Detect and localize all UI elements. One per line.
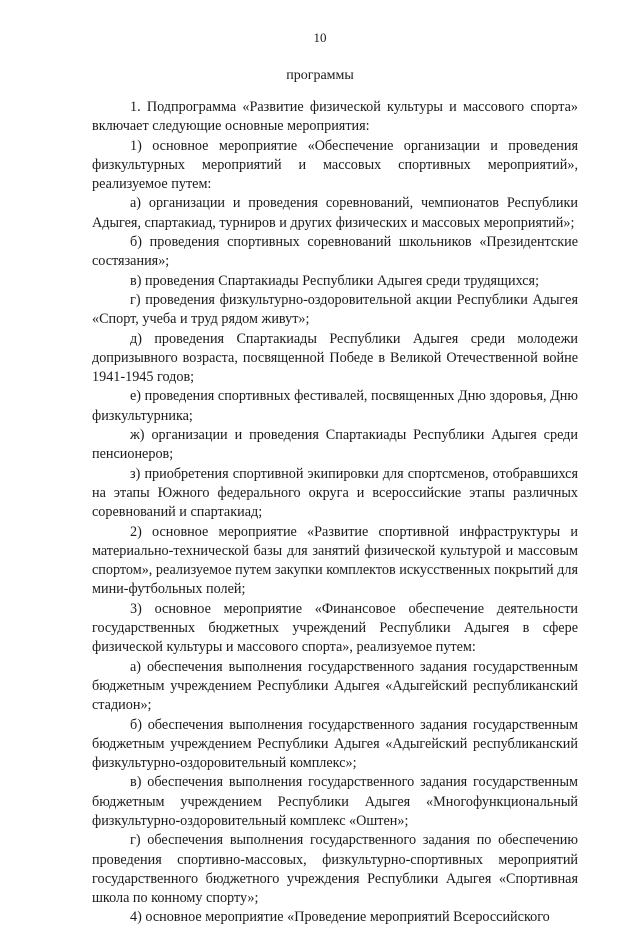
paragraph: 3) основное мероприятие «Финансовое обеспечение деятельности государственных бюджетных учреждений Республики Адыгея в сфере физической культуры и массового спорта», реализуемое путем:	[92, 600, 578, 656]
paragraph: в) проведения Спартакиады Республики Адыгея среди трудящихся;	[130, 272, 540, 289]
paragraph: г) проведения физкультурно-оздоровительной акции Республики Адыгея «Спорт, учеба и труд рядом живут»;	[92, 291, 578, 328]
paragraph: е) проведения спортивных фестивалей, посвященных Дню здоровья, Дню физкультурника;	[92, 388, 578, 424]
paragraph: г) обеспечения выполнения государственного задания по обеспечению проведения спортивно-массовых, физкультурно-спортивных мероприятий государственного бюджетного учреждения Республики Адыгея «Спортивная школа по конному спорту»;	[92, 832, 578, 907]
page-number: 10	[313, 30, 327, 45]
paragraph: з) приобретения спортивной экипировки для спортсменов, отобравшихся на этапы Южного федерального округа и всероссийские этапы различных соревнований и спартакиад;	[92, 465, 578, 521]
paragraph: ж) организации и проведения Спартакиады Республики Адыгея среди пенсионеров;	[92, 427, 578, 463]
document-body	[92, 98, 578, 928]
paragraph: д) проведения Спартакиады Республики Адыгея среди молодежи допризывного возраста, посвященной Победе в Великой Отечественной войне 1941-1945 годов;	[92, 330, 578, 386]
paragraph: 2) основное мероприятие «Развитие спортивной инфраструктуры и материально-технической базы для занятий физической культурой и массовым спортом», реализуемое путем закупки комплектов искусственных покрытий для мини-футбольных полей;	[92, 523, 578, 598]
paragraph: а) организации и проведения соревнований, чемпионатов Республики Адыгея, спартакиад, турниров и других физических и массовых мероприятий»;	[92, 195, 578, 231]
paragraph: б) обеспечения выполнения государственного задания государственным бюджетным учреждением Республики Адыгея «Адыгейский республиканский физкультурно-оздоровительный комплекс»;	[92, 716, 578, 772]
paragraph: 1) основное мероприятие «Обеспечение организации и проведения физкультурных мероприятий и массовых спортивных мероприятий», реализуемое путем:	[92, 137, 578, 193]
paragraph: 4) основное мероприятие «Проведение мероприятий Всероссийского	[130, 909, 550, 926]
paragraph: б) проведения спортивных соревнований школьников «Президентские состязания»;	[92, 234, 578, 270]
paragraph: 1. Подпрограмма «Развитие физической культуры и массового спорта» включает следующие основные мероприятия:	[92, 99, 578, 135]
paragraph: в) обеспечения выполнения государственного задания государственным бюджетным учреждением Республики Адыгея «Многофункциональный физкультурно-оздоровительный комплекс «Оштен»;	[92, 774, 578, 829]
paragraph: а) обеспечения выполнения государственного задания государственным бюджетным учреждением Республики Адыгея «Адыгейский республиканский стадион»;	[92, 658, 578, 714]
section-heading: программы	[286, 68, 354, 83]
